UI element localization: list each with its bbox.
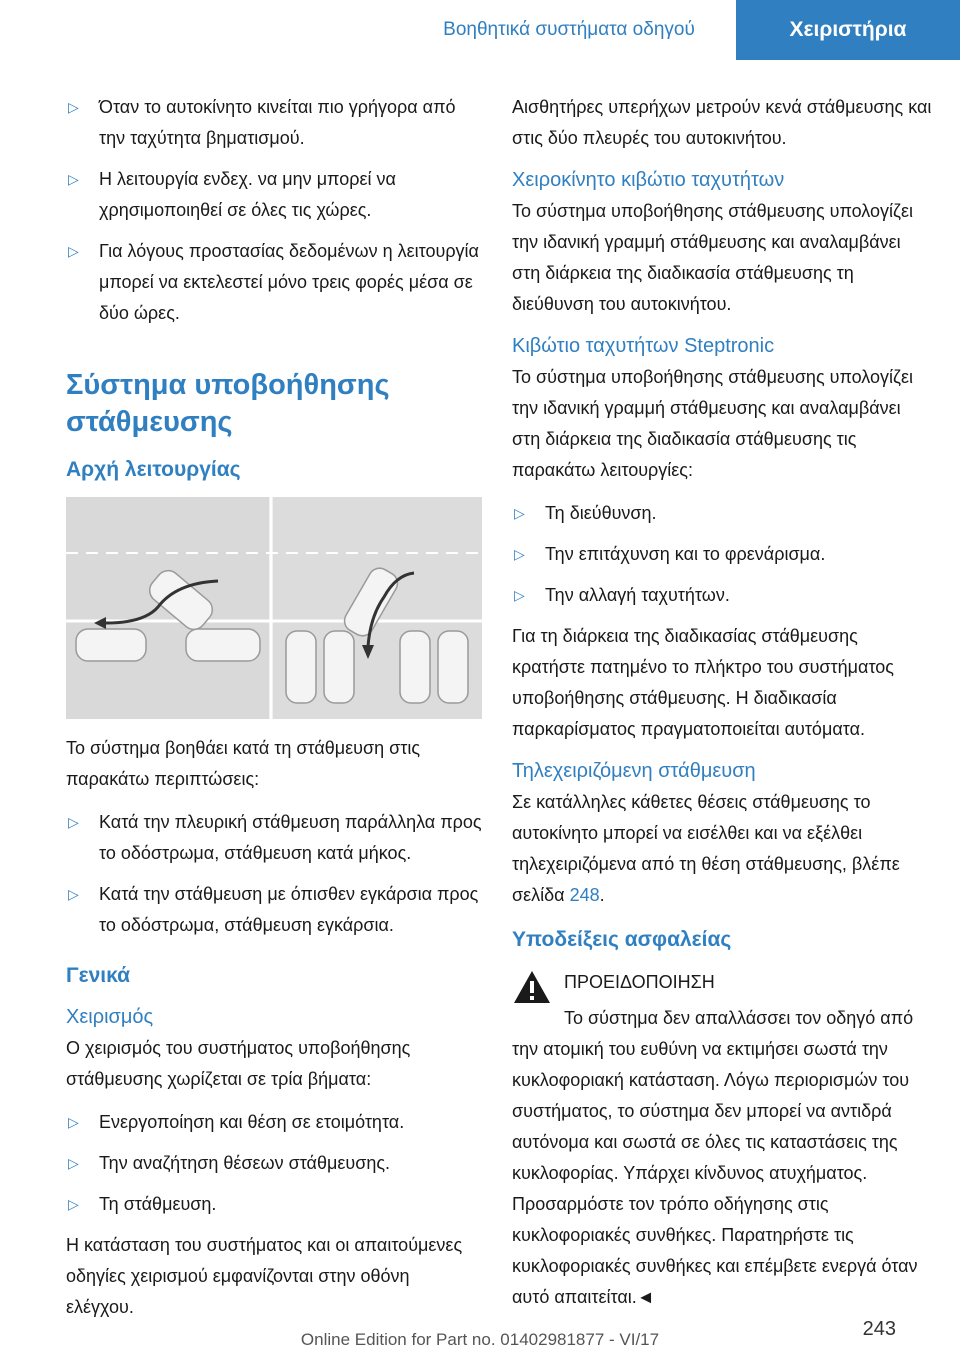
right-column bbox=[512, 92, 932, 1325]
steptronic-heading: Κιβώτιο ταχυτήτων Steptronic bbox=[512, 335, 775, 357]
header-chapter-tab[interactable]: Χειριστήρια bbox=[736, 0, 960, 60]
page-title: Σύστημα υποβοήθησης στάθμευσης bbox=[66, 369, 390, 438]
left-column bbox=[66, 92, 482, 1335]
warning-label: ΠΡΟΕΙΔΟΠΟΙΗΣΗ bbox=[564, 972, 715, 992]
warning-block bbox=[512, 967, 932, 1005]
triangle-bullet-icon: ▷ bbox=[68, 99, 79, 115]
remote-parking-heading: Τηλεχειριζόμενη στάθμευση bbox=[512, 760, 756, 782]
manual-gearbox-heading: Χειροκίνητο κιβώτιο ταχυτήτων bbox=[512, 169, 785, 191]
principle-heading: Αρχή λειτουργίας bbox=[66, 458, 241, 481]
operation-text: Ο χειρισμός του συστήματος υποβοήθησης στάθμευσης χωρίζεται σε τρία βήματα: bbox=[66, 1038, 411, 1089]
edition-footer: Online Edition for Part no. 01402981877 - VI/17 bbox=[300, 1330, 660, 1349]
steptronic-bullet-list bbox=[512, 498, 932, 611]
triangle-bullet-icon: ▷ bbox=[514, 587, 525, 603]
list-item: ▷ Κατά την στάθμευση με όπισθεν εγκάρσια προς το οδόστρωμα, στάθμευση εγκάρσια. bbox=[66, 879, 482, 941]
manual-gearbox-text: Το σύστημα υποβοήθησης στάθμευσης υπολογίζει την ιδανική γραμμή στάθμευσης και αναλαμβάνει στη διάρκεια της διαδικασία στάθμευσης τη διεύθυνση του αυτοκινήτου. bbox=[512, 201, 913, 314]
parking-illustration bbox=[66, 497, 482, 719]
triangle-bullet-icon: ▷ bbox=[514, 505, 525, 521]
page-number: 243 bbox=[862, 1318, 896, 1340]
list-item: ▷ Τη διεύθυνση. bbox=[512, 498, 932, 529]
triangle-bullet-icon: ▷ bbox=[68, 171, 79, 187]
list-item: ▷ Τη στάθμευση. bbox=[66, 1189, 482, 1220]
safety-heading: Υποδείξεις ασφαλείας bbox=[512, 928, 732, 951]
steptronic-text: Το σύστημα υποβοήθησης στάθμευσης υπολογίζει την ιδανική γραμμή στάθμευσης και αναλαμβάνει στη διάρκεια της διαδικασία στάθμευσης τις παρακάτω λειτουργίες: bbox=[512, 367, 913, 480]
operation-footer-text: Η κατάσταση του συστήματος και οι απαιτούμενες οδηγίες χειρισμού εμφανίζονται στην οθόνη ελέγχου. bbox=[66, 1235, 463, 1317]
remote-parking-text: Σε κατάλληλες κάθετες θέσεις στάθμευσης το αυτοκίνητο μπορεί να εισέλθει και να εξέλθει τηλεχειριζόμενα από τη θέση στάθμευσης, βλέπε σελίδα 248. bbox=[512, 792, 900, 905]
triangle-bullet-icon: ▷ bbox=[68, 1114, 79, 1130]
triangle-bullet-icon: ▷ bbox=[514, 546, 525, 562]
list-item: ▷ Ενεργοποίηση και θέση σε ετοιμότητα. bbox=[66, 1107, 482, 1138]
list-item: ▷ Την αναζήτηση θέσεων στάθμευσης. bbox=[66, 1148, 482, 1179]
principle-text: Το σύστημα βοηθάει κατά τη στάθμευση στις παρακάτω περιπτώσεις: bbox=[66, 738, 421, 789]
triangle-bullet-icon: ▷ bbox=[68, 1155, 79, 1171]
principle-bullet-list bbox=[66, 807, 482, 941]
general-heading: Γενικά bbox=[66, 964, 131, 987]
triangle-bullet-icon: ▷ bbox=[68, 243, 79, 259]
triangle-bullet-icon: ▷ bbox=[68, 886, 79, 902]
triangle-bullet-icon: ▷ bbox=[68, 814, 79, 830]
top-bullet-list bbox=[66, 92, 482, 329]
sensors-text: Αισθητήρες υπερήχων μετρούν κενά στάθμευσης και στις δύο πλευρές του αυτοκινήτου. bbox=[512, 97, 932, 148]
list-item: ▷ Όταν το αυτοκίνητο κινείται πιο γρήγορα από την ταχύτητα βηματισμού. bbox=[66, 92, 482, 154]
list-item: ▷ Η λειτουργία ενδεχ. να μην μπορεί να χρησιμοποιηθεί σε όλες τις χώρες. bbox=[66, 164, 482, 226]
steptronic-footer-text: Για τη διάρκεια της διαδικασίας στάθμευσης κρατήστε πατημένο το πλήκτρο του συστήματος υποβοήθησης στάθμευσης. Η διαδικασία παρκαρίσματος πραγματοποιείται αυτόματα. bbox=[512, 626, 894, 739]
list-item: ▷ Για λόγους προστασίας δεδομένων η λειτουργία μπορεί να εκτελεστεί μόνο τρεις φορές μέσα σε δύο ώρες. bbox=[66, 236, 482, 329]
triangle-bullet-icon: ▷ bbox=[68, 1196, 79, 1212]
page-reference-link[interactable]: 248 bbox=[569, 885, 600, 905]
operation-heading: Χειρισμός bbox=[66, 1006, 154, 1028]
list-item: ▷ Την αλλαγή ταχυτήτων. bbox=[512, 580, 932, 611]
header-section-title: Βοηθητικά συστήματα οδηγού bbox=[402, 0, 736, 60]
list-item: ▷ Την επιτάχυνση και το φρενάρισμα. bbox=[512, 539, 932, 570]
warning-text: Το σύστημα δεν απαλλάσσει τον οδηγό από την ατομική του ευθύνη να εκτιμήσει σωστά την κυκλοφοριακή κατάσταση. Λόγω περιορισμών του συστήματος, το σύστημα δεν μπορεί να αντιδρά αυτόνομα και σωστά σε όλες τις καταστάσεις της κυκλοφορίας. Υπάρχει κίνδυνος ατυχήματος. Προσαρμόστε τον τρόπο οδήγησης στις κυκλοφοριακές συνθήκες. Παρατηρήστε τις κυκλοφοριακές συνθήκες και επέμβετε ενεργά όταν αυτό απαιτείται.◄ bbox=[512, 1008, 918, 1307]
warning-triangle-icon bbox=[512, 969, 552, 1005]
list-item: ▷ Κατά την πλευρική στάθμευση παράλληλα προς το οδόστρωμα, στάθμευση κατά μήκος. bbox=[66, 807, 482, 869]
operation-bullet-list bbox=[66, 1107, 482, 1220]
